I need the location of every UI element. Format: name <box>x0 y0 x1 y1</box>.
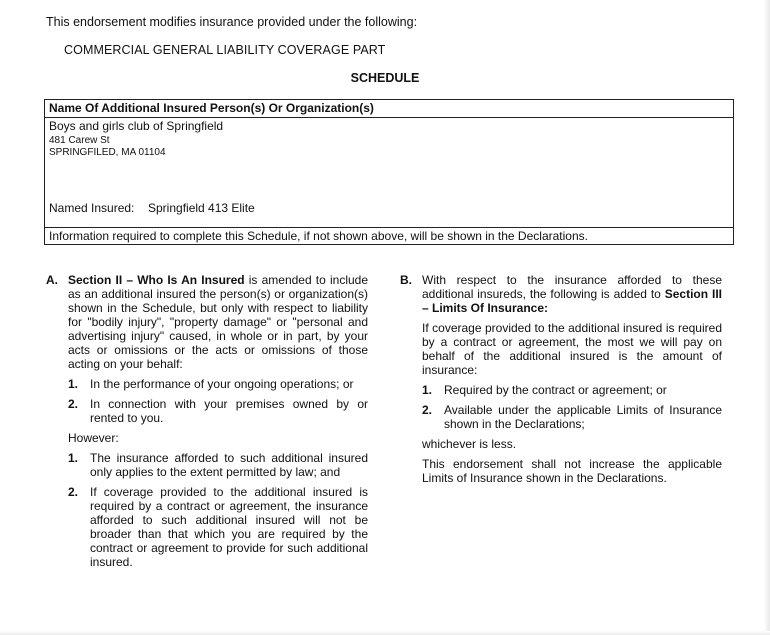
page-edge-shadow <box>764 0 770 635</box>
section-b-intro <box>422 273 722 315</box>
section-a-intro-rest: is amended to include as an additional insured the person(s) or organization(s) shown in the Schedule, but only with respect to liability for "bodily injury", "property damage" or "personal and advertising injury" caused, in whole or in part, by your acts or omissions or the acts or omissions of those acting on your behalf: <box>68 273 369 371</box>
section-b-letter: B. <box>400 273 412 287</box>
org-address-line1: 481 Carew St <box>49 135 110 146</box>
schedule-header: Name Of Additional Insured Person(s) Or Organization(s) <box>45 100 733 118</box>
closing-text: This endorsement shall not increase the applicable Limits of Insurance shown in the Declarations. <box>422 457 722 485</box>
whichever-text: whichever is less. <box>422 437 517 451</box>
section-a-letter: A. <box>46 273 58 287</box>
list-item: 2. In connection with your premises owned by or rented to you. <box>68 397 368 425</box>
named-insured <box>49 201 255 215</box>
section-b <box>400 273 722 491</box>
section-b-title: Section III – Limits Of Insurance: <box>422 287 722 315</box>
org-name: Boys and girls club of Springfield <box>49 119 224 133</box>
section-a-intro <box>68 273 368 371</box>
list-item: 2. If coverage provided to the additional insured is required by a contract or agreement, the insurance afforded to such additional insured will not be broader than that which you are required by the contract or agreement to provide for such additional insured. <box>68 485 368 569</box>
schedule-footer: Information required to complete this Schedule, if not shown above, will be shown in the Declarations. <box>45 227 733 244</box>
list-item: 1. Required by the contract or agreement; or <box>422 383 667 397</box>
schedule-table <box>44 99 734 245</box>
named-insured-label: Named Insured: <box>49 201 135 215</box>
section-b-intro-start: With respect to the insurance afforded to these additional insureds, the following is added to <box>422 273 722 301</box>
page-bottom-shadow <box>0 631 770 635</box>
named-insured-value: Springfield 413 Elite <box>148 201 255 215</box>
section-b-para1: If coverage provided to the additional insured is required by a contract or agreement, the most we will pay on behalf of the additional insured is the amount of insurance: <box>422 321 722 377</box>
schedule-body <box>45 117 733 229</box>
list-item: 1. In the performance of your ongoing operations; or <box>68 377 354 391</box>
org-address-line2: SPRINGFILED, MA 01104 <box>49 147 166 158</box>
however-label: However: <box>68 431 119 445</box>
coverage-part-title: COMMERCIAL GENERAL LIABILITY COVERAGE PART <box>64 43 386 57</box>
list-item: 2. Available under the applicable Limits of Insurance shown in the Declarations; <box>422 403 722 431</box>
list-item: 1. The insurance afforded to such additional insured only applies to the extent permitted by law; and <box>68 451 368 479</box>
section-a-title: Section II – Who Is An Insured <box>68 273 245 287</box>
intro-text: This endorsement modifies insurance provided under the following: <box>46 15 418 29</box>
section-a <box>46 273 368 575</box>
schedule-title: SCHEDULE <box>350 71 420 85</box>
